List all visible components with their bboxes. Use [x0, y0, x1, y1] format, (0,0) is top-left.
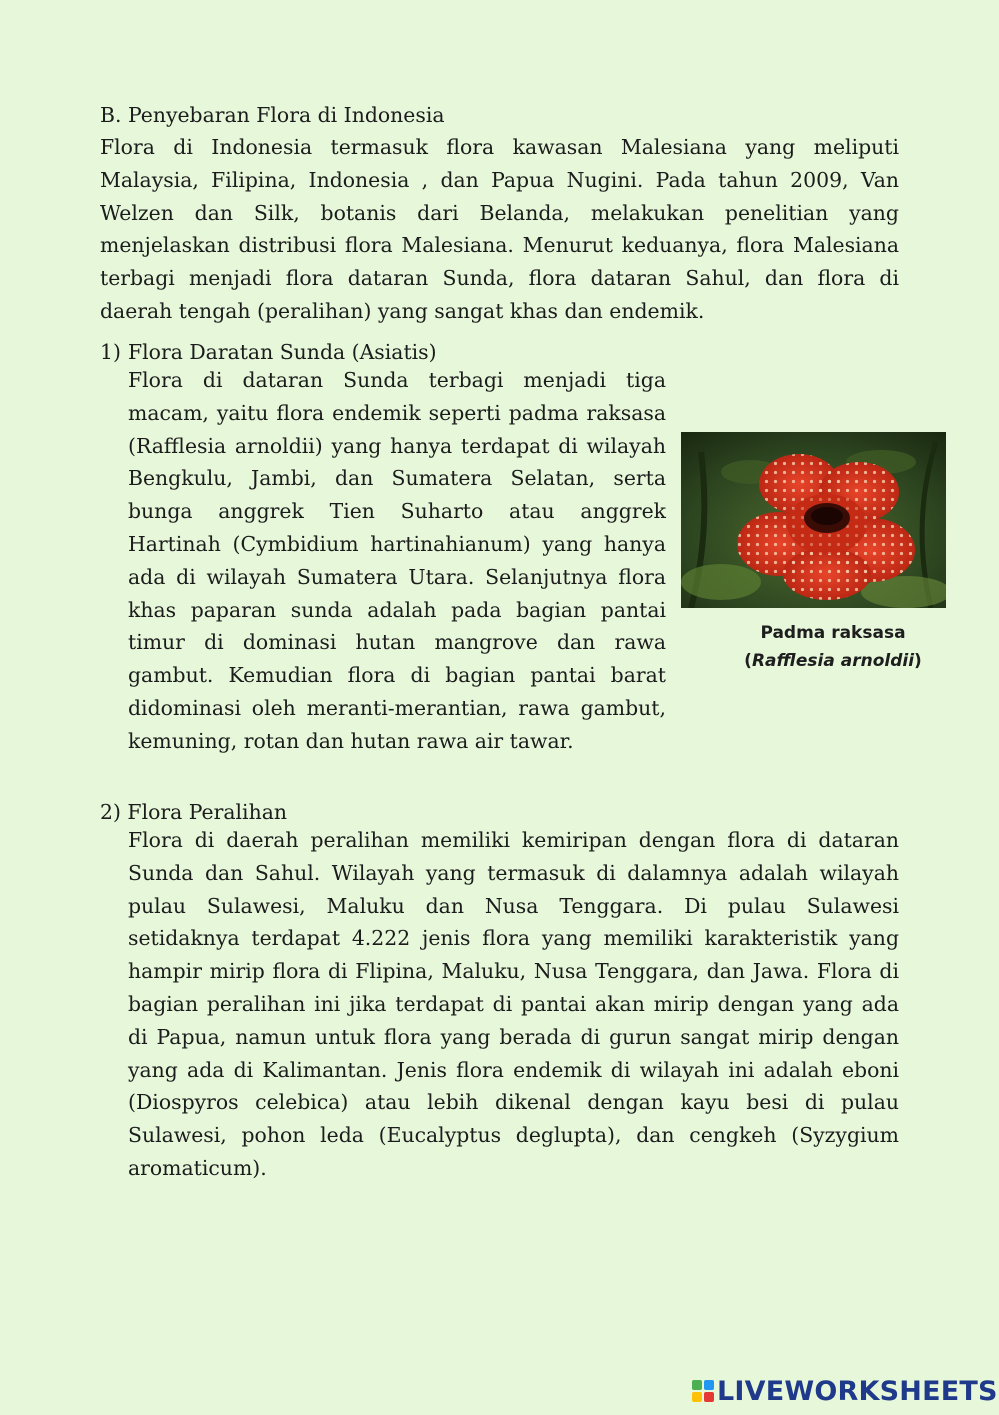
section-heading: B. Penyebaran Flora di Indonesia [100, 103, 445, 127]
subsection-1-number: 1) [100, 340, 121, 364]
caption-common-name: Padma raksasa [760, 623, 906, 643]
caption-scientific-name: Rafflesia arnoldii [751, 651, 915, 671]
liveworksheets-logo[interactable] [692, 1373, 998, 1409]
subsection-1-title-text: Flora Daratan Sunda (Asiatis) [128, 340, 437, 364]
intro-paragraph: Flora di Indonesia termasuk flora kawasan Malesiana yang meliputi Malaysia, Filipina, Indonesia , dan Papua Nugini. Pada tahun 2009, Van Welzen dan Silk, botanis dari Belanda, melakukan penelitian yang menjelaskan distribusi flora Malesiana. Menurut keduanya, flora Malesiana terbagi menjadi flora dataran Sunda, flora dataran Sahul, dan flora di daerah tengah (peralihan) yang sangat khas dan endemik. [100, 135, 899, 323]
subsection-2-number: 2) [100, 800, 121, 824]
subsection-1-body: Flora di dataran Sunda terbagi menjadi tiga macam, yaitu flora endemik seperti padma raksasa (Rafflesia arnoldii) yang hanya terdapat di wilayah Bengkulu, Jambi, dan Sumatera Selatan, serta bunga anggrek Tien Suharto atau anggrek Hartinah (Cymbidium hartinahianum) yang hanya ada di wilayah Sumatera Utara. Selanjutnya flora khas paparan sunda adalah pada bagian pantai timur di dominasi hutan mangrove dan rawa gambut. Kemudian flora di bagian pantai barat didominasi oleh meranti-merantian, rawa gambut, kemuning, rotan dan hutan rawa air tawar. [128, 368, 666, 753]
caption-scientific-line: (Rafflesia arnoldii) [744, 651, 922, 671]
subsection-2-title-text: Flora Peralihan [127, 800, 287, 824]
liveworksheets-logo-icon [692, 1380, 714, 1402]
logo-text: LIVEWORKSHEETS [717, 1375, 998, 1407]
rafflesia-flower-illustration [681, 432, 946, 608]
photo-caption [681, 619, 985, 675]
subsection-2-body: Flora di daerah peralihan memiliki kemiripan dengan flora di dataran Sunda dan Sahul. Wilayah yang termasuk di dalamnya adalah wilayah pulau Sulawesi, Maluku dan Nusa Tenggara. Di pulau Sulawesi setidaknya terdapat 4.222 jenis flora yang memiliki karakteristik yang hampir mirip flora di Flipina, Maluku, Nusa Tenggara, dan Jawa. Flora di bagian peralihan ini jika terdapat di pantai akan mirip dengan yang ada di Papua, namun untuk flora yang berada di gurun sangat mirip dengan yang ada di Kalimantan. Jenis flora endemik di wilayah ini adalah eboni (Diospyros celebica) atau lebih dikenal dengan kayu besi di pulau Sulawesi, pohon leda (Eucalyptus deglupta), dan cengkeh (Syzygium aromaticum). [128, 828, 899, 1180]
rafflesia-photo [681, 432, 946, 608]
